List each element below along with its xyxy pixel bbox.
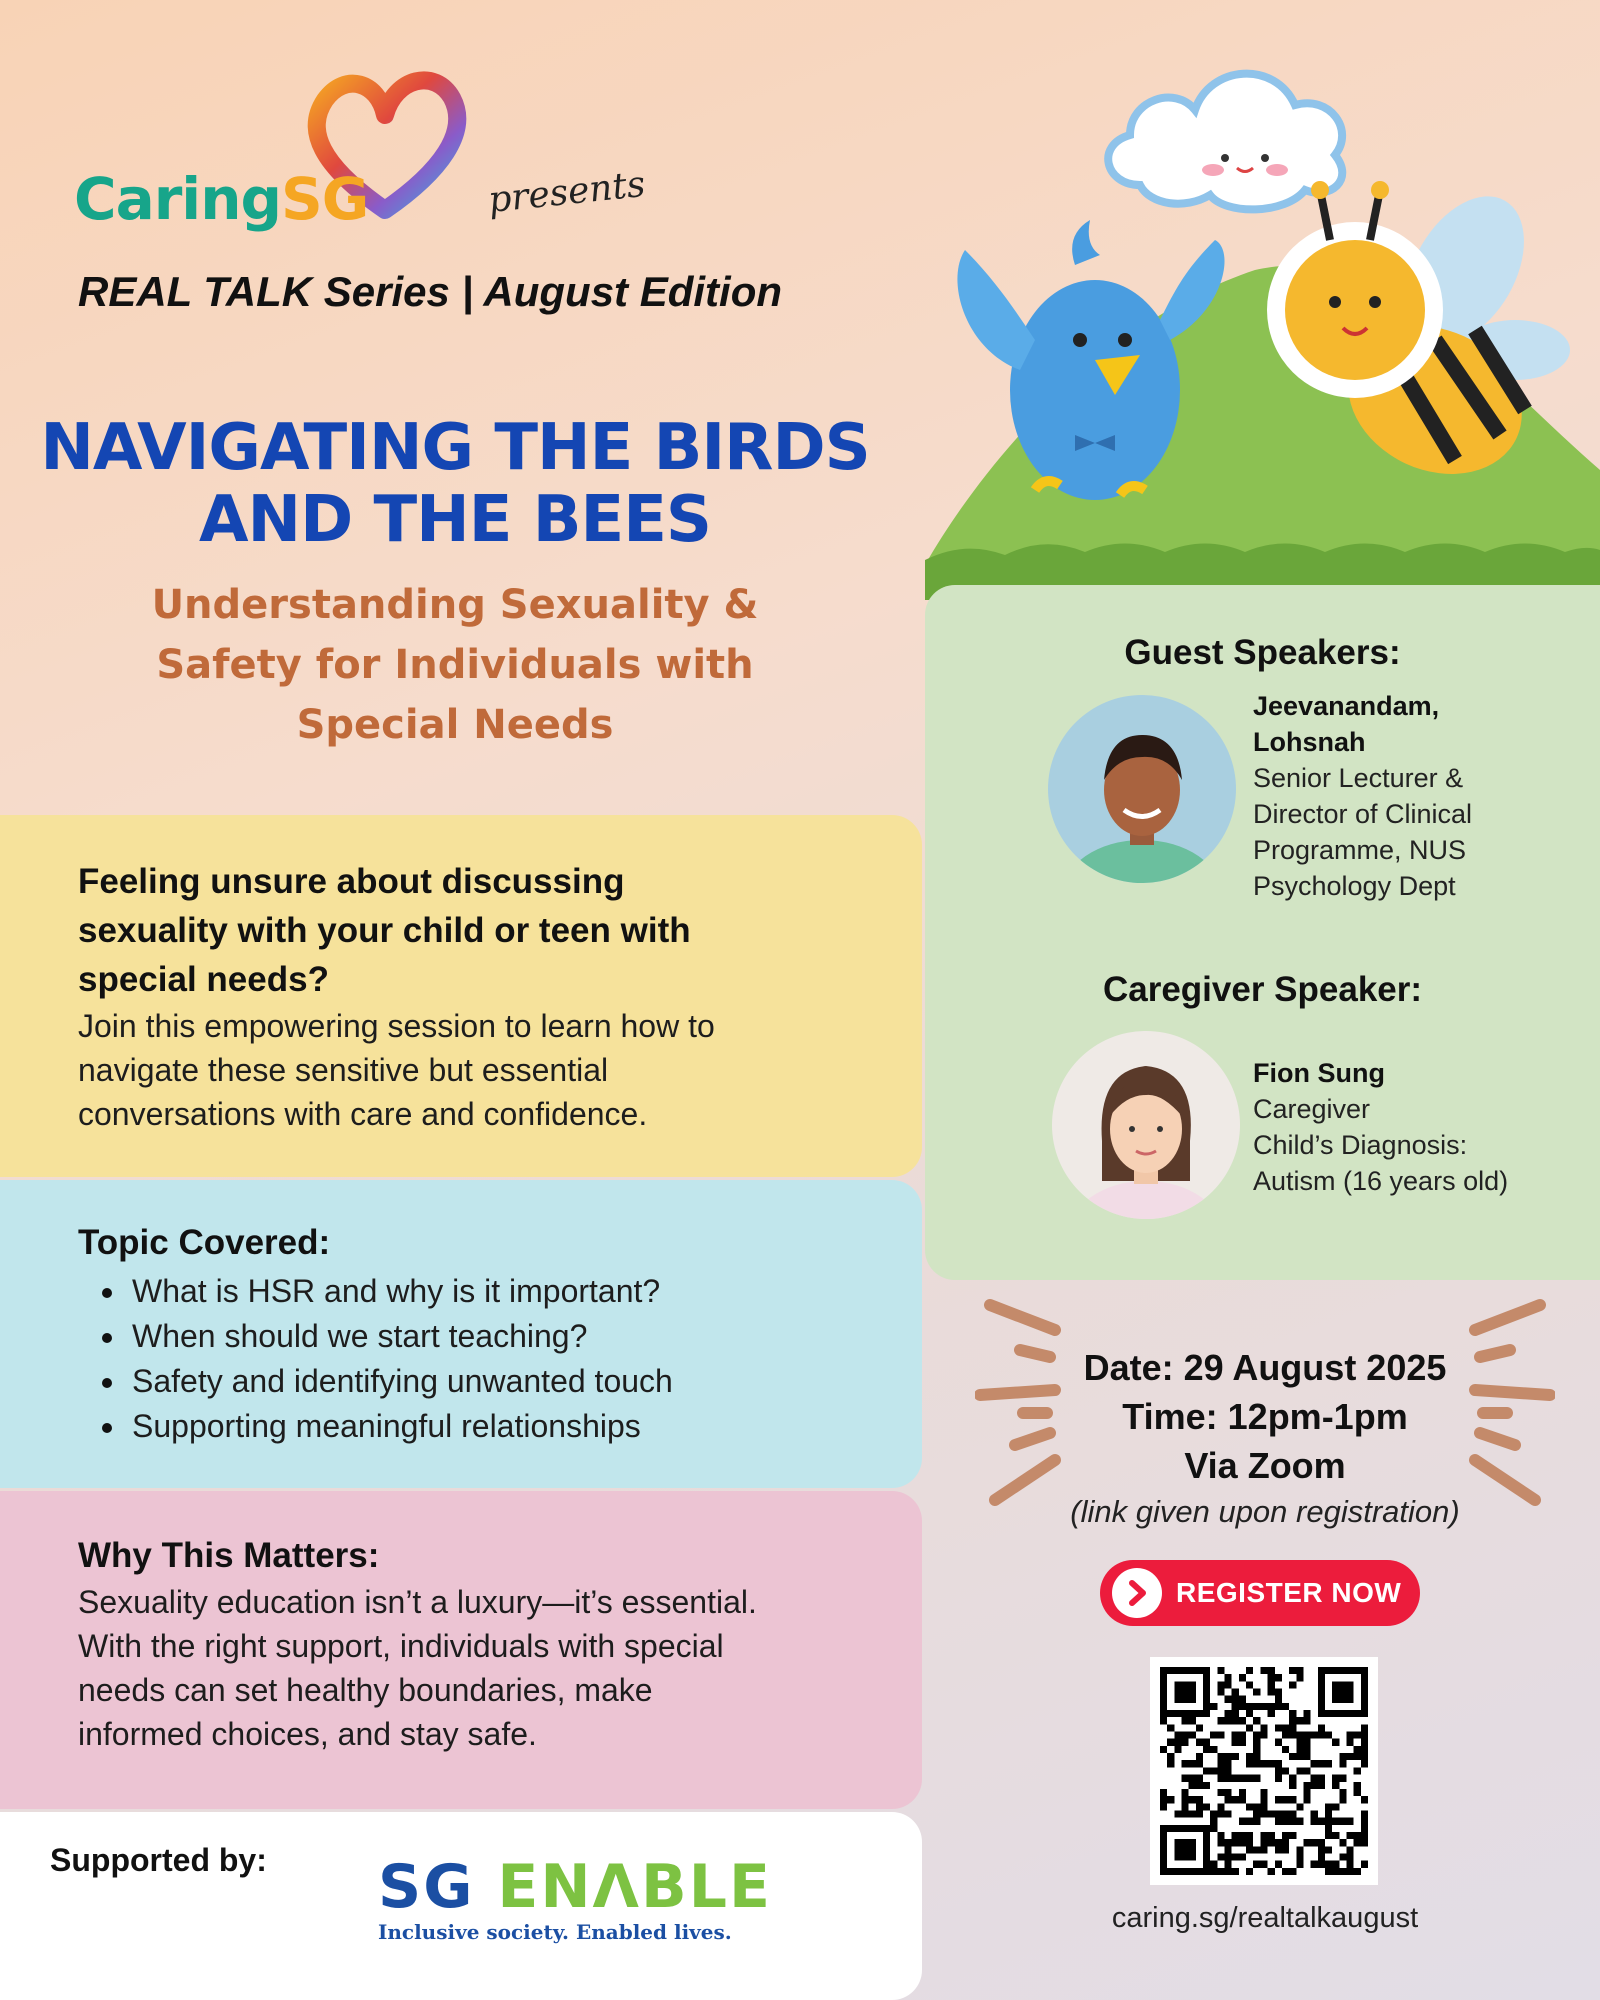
event-note: (link given upon registration) (1070, 1494, 1460, 1529)
topics-box (0, 1180, 922, 1488)
list-item: Safety and identifying unwanted touch (78, 1359, 882, 1404)
caringsg-logo (74, 165, 368, 233)
page-subtitle (60, 575, 850, 755)
qr-code-icon (1160, 1667, 1368, 1875)
page-title (40, 412, 870, 556)
intro-heading (78, 857, 882, 1004)
why-body-line: With the right support, individuals with special (78, 1628, 724, 1664)
why-body-line: needs can set healthy boundaries, make (78, 1672, 653, 1708)
why-body-line: Sexuality education isn’t a luxury—it’s essential. (78, 1584, 757, 1620)
qr-code[interactable] (1150, 1657, 1378, 1885)
why-body-line: informed choices, and stay safe. (78, 1716, 537, 1752)
intro-body-line: conversations with care and confidence. (78, 1096, 648, 1132)
topics-heading: Topic Covered: (78, 1223, 331, 1262)
register-now-button[interactable] (1100, 1560, 1420, 1626)
speakers-panel (925, 585, 1600, 1280)
cloud-icon (1108, 74, 1342, 210)
logo-sg-text: SG (281, 165, 369, 233)
event-time: Time: 12pm-1pm (1122, 1396, 1408, 1437)
caregiver-speaker-role (1253, 1091, 1508, 1199)
sg-enable-tagline: Inclusive society. Enabled lives. (378, 1920, 732, 1944)
event-date: Date: 29 August 2025 (1083, 1347, 1447, 1388)
intro-box (0, 815, 922, 1177)
caregiver-role-line: Caregiver (1253, 1094, 1371, 1124)
why-matters-body (78, 1580, 882, 1756)
topics-list (78, 1269, 882, 1449)
intro-heading-line: Feeling unsure about discussing (78, 862, 625, 901)
sg-enable-logo-sg: SG (378, 1852, 475, 1922)
supported-by-label: Supported by: (50, 1842, 267, 1878)
guest-role-line: Senior Lecturer & (1253, 763, 1464, 793)
guest-name-line: Lohsnah (1253, 727, 1366, 757)
sg-enable-logo (378, 1852, 772, 1922)
birds-and-bees-illustration (925, 40, 1600, 600)
intro-body (78, 1004, 882, 1136)
why-matters-box (0, 1491, 922, 1809)
register-now-label: REGISTER NOW (1176, 1577, 1402, 1608)
logo-caring-text: Caring (74, 165, 281, 233)
caregiver-role-line: Autism (16 years old) (1253, 1166, 1509, 1196)
list-item: When should we start teaching? (78, 1314, 882, 1359)
registration-link[interactable]: caring.sg/realtalkaugust (1111, 1902, 1419, 1934)
list-item: What is HSR and why is it important? (78, 1269, 882, 1314)
avatar (1052, 1031, 1240, 1219)
guest-role-line: Director of Clinical (1253, 799, 1473, 829)
subtitle-line-3: Special Needs (296, 702, 614, 748)
intro-body-line: Join this empowering session to learn how to (78, 1008, 715, 1044)
chevron-right-icon (1112, 1568, 1162, 1618)
title-line-1: NAVIGATING THE BIRDS (40, 411, 870, 485)
event-details (1000, 1343, 1530, 1534)
list-item: Supporting meaningful relationships (78, 1404, 882, 1449)
avatar (1048, 695, 1236, 883)
why-matters-heading: Why This Matters: (78, 1536, 380, 1575)
title-line-2: AND THE BEES (198, 483, 712, 557)
guest-role-line: Programme, NUS (1253, 835, 1467, 865)
subtitle-line-1: Understanding Sexuality & (151, 582, 759, 628)
intro-heading-line: sexuality with your child or teen with (78, 911, 691, 950)
guest-speaker-name (1253, 688, 1439, 760)
caregiver-speaker-name: Fion Sung (1253, 1058, 1385, 1088)
guest-speakers-heading: Guest Speakers: (1124, 633, 1401, 672)
guest-speaker-role (1253, 760, 1472, 904)
presents-text: presents (486, 163, 648, 222)
series-title: REAL TALK Series | August Edition (78, 268, 783, 315)
caregiver-speaker-heading: Caregiver Speaker: (1102, 970, 1423, 1009)
intro-body-line: navigate these sensitive but essential (78, 1052, 609, 1088)
guest-name-line: Jeevanandam, (1253, 691, 1440, 721)
subtitle-line-2: Safety for Individuals with (156, 642, 754, 688)
intro-heading-line: special needs? (78, 960, 329, 999)
guest-role-line: Psychology Dept (1253, 871, 1456, 901)
guest-speaker-photo (1048, 695, 1236, 883)
caregiver-speaker-photo (1052, 1031, 1240, 1219)
caregiver-role-line: Child’s Diagnosis: (1253, 1130, 1468, 1160)
event-venue: Via Zoom (1184, 1445, 1346, 1486)
sg-enable-logo-enable: ENΛBLE (497, 1852, 772, 1922)
